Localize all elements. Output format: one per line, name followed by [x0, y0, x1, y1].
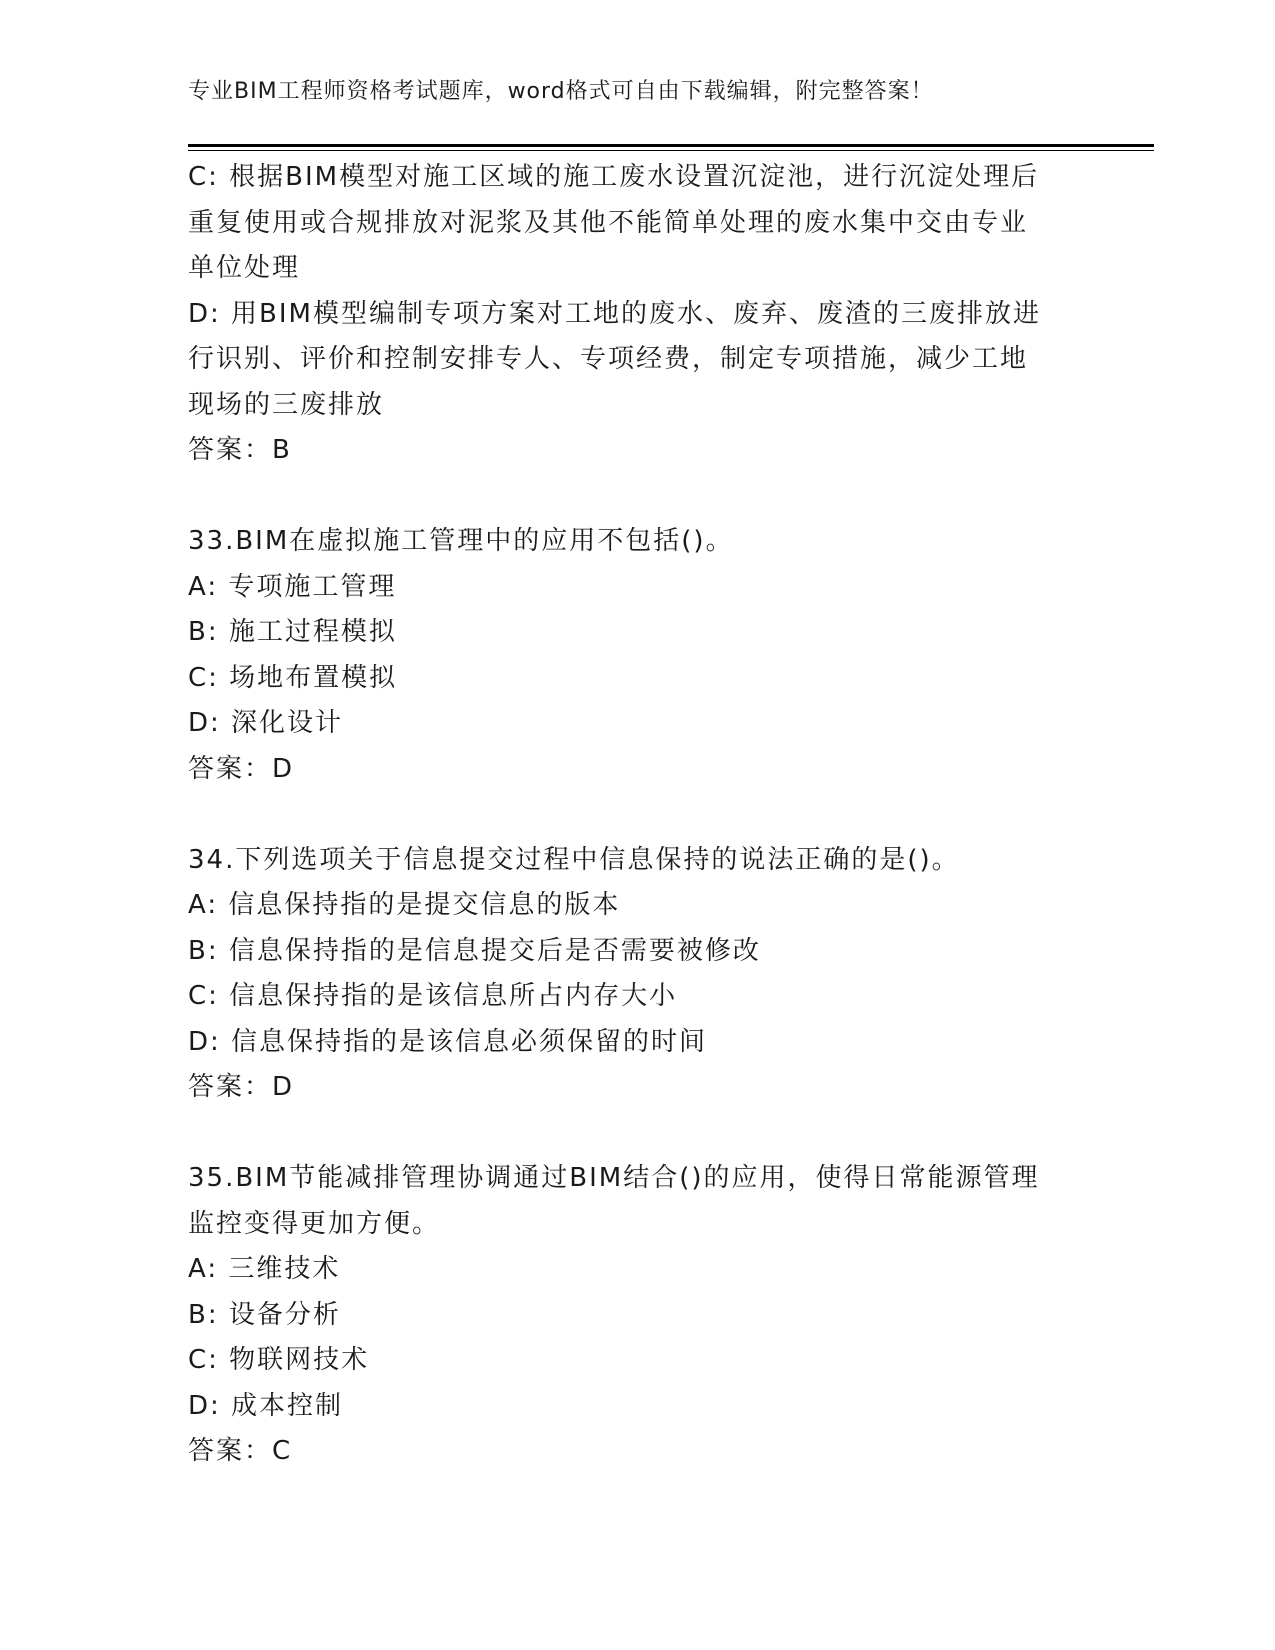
question-34: [188, 838, 1088, 1111]
answer: 答案：D: [188, 1072, 295, 1102]
option-c: C: 信息保持指的是该信息所占内存大小: [188, 981, 678, 1011]
option-b: B: 施工过程模拟: [188, 617, 397, 647]
question-stem-line-1: 35.BIM节能减排管理协调通过BIM结合()的应用，使得日常能源管理: [188, 1163, 1040, 1193]
question-stem: 34.下列选项关于信息提交过程中信息保持的说法正确的是()。: [188, 844, 960, 875]
option-b: B: 信息保持指的是信息提交后是否需要被修改: [188, 935, 761, 966]
option-c: C: 场地布置模拟: [188, 662, 398, 693]
option-c-line-3: 单位处理: [188, 253, 301, 283]
option-d-line-3: 现场的三废排放: [188, 389, 385, 420]
option-c: C: 物联网技术: [188, 1345, 370, 1375]
question-stem: 33.BIM在虚拟施工管理中的应用不包括()。: [188, 526, 734, 556]
option-a: A: 信息保持指的是提交信息的版本: [188, 890, 621, 920]
document-body: [188, 155, 1088, 1475]
option-a: A: 三维技术: [188, 1254, 341, 1284]
option-d: D: 深化设计: [188, 708, 344, 738]
option-d-line-1: D: 用BIM模型编制专项方案对工地的废水、废弃、废渣的三废排放进: [188, 298, 1041, 329]
option-d-line-2: 行识别、评价和控制安排专人、专项经费，制定专项措施，减少工地: [188, 344, 1029, 374]
option-c-line-2: 重复使用或合规排放对泥浆及其他不能简单处理的废水集中交由专业: [188, 207, 1029, 238]
header-rule-thick: [188, 144, 1154, 147]
question-35: [188, 1156, 1088, 1475]
question-stem-line-2: 监控变得更加方便。: [188, 1208, 441, 1239]
question-33: [188, 519, 1088, 792]
answer: 答案：B: [188, 435, 292, 465]
answer: 答案：D: [188, 753, 295, 784]
document-header: 专业BIM工程师资格考试题库，word格式可自由下载编辑，附完整答案！: [188, 79, 934, 104]
option-a: A: 专项施工管理: [188, 571, 397, 602]
prev-question: [188, 155, 1088, 474]
option-d: D: 信息保持指的是该信息必须保留的时间: [188, 1026, 708, 1057]
answer: 答案：C: [188, 1436, 293, 1466]
header-rule-thin: [188, 150, 1154, 151]
option-d: D: 成本控制: [188, 1390, 344, 1421]
option-b: B: 设备分析: [188, 1299, 341, 1330]
option-c-line-1: C: 根据BIM模型对施工区域的施工废水设置沉淀池，进行沉淀处理后: [188, 162, 1040, 192]
